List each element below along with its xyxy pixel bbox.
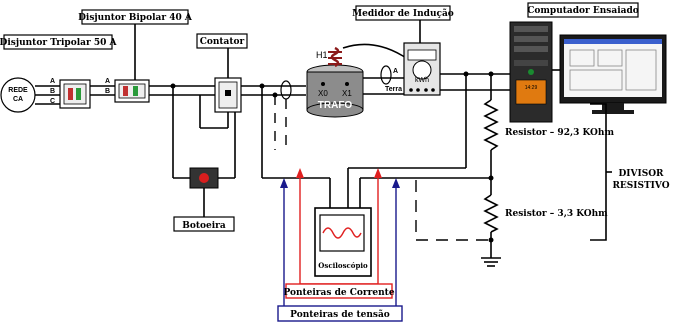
transformer-label: TRAFO	[317, 100, 353, 111]
contactor	[215, 78, 241, 112]
voltage-probes-label: Ponteiras de tensão	[290, 310, 390, 320]
lcd-time: 14:29	[524, 85, 538, 91]
phase-b-label-2: B	[105, 88, 111, 95]
x0-label: X0	[318, 89, 328, 98]
induction-meter	[404, 43, 440, 95]
computer-tower	[510, 22, 552, 122]
h1-label: H1	[316, 50, 328, 60]
resistor-top-label: Resistor – 92,3 KOhm	[505, 128, 614, 138]
phase-a-label-2: A	[105, 78, 111, 85]
phase-a-label: A	[50, 78, 56, 85]
push-button-red[interactable]	[199, 173, 209, 183]
meter-label: Medidor de Indução	[352, 9, 454, 19]
resistor-bottom-label: Resistor – 3,3 KOhm	[505, 209, 608, 219]
push-button[interactable]	[190, 168, 218, 188]
phase-b-label: B	[50, 88, 56, 95]
x1-label: X1	[342, 89, 352, 98]
tripolar-breaker	[60, 80, 90, 108]
ac-source	[1, 78, 35, 112]
source-label-line1: REDE	[8, 87, 28, 94]
bipolar-breaker-label: Disjuntor Bipolar 40 A	[78, 13, 192, 23]
tripolar-breaker-label: Disjuntor Tripolar 50 A	[0, 38, 117, 48]
monitor	[560, 35, 666, 114]
kwh-label: kWh	[415, 77, 429, 84]
earth-label: Terra	[385, 86, 402, 93]
divider-label-line1: DIVISOR	[618, 169, 664, 179]
contactor-label: Contator	[199, 37, 245, 47]
computer-label: Computador Ensaiado	[527, 6, 639, 16]
phase-a-label-3: A	[393, 68, 399, 75]
divider-label-line2: RESISTIVO	[612, 181, 670, 191]
bipolar-breaker	[115, 80, 149, 102]
button-label: Botoeira	[182, 221, 226, 231]
scope-label: Osciloscópio	[318, 261, 368, 270]
phase-c-label: C	[50, 98, 56, 105]
current-probes-label: Ponteiras de Corrente	[283, 288, 395, 298]
source-label-line2: CA	[12, 96, 24, 103]
